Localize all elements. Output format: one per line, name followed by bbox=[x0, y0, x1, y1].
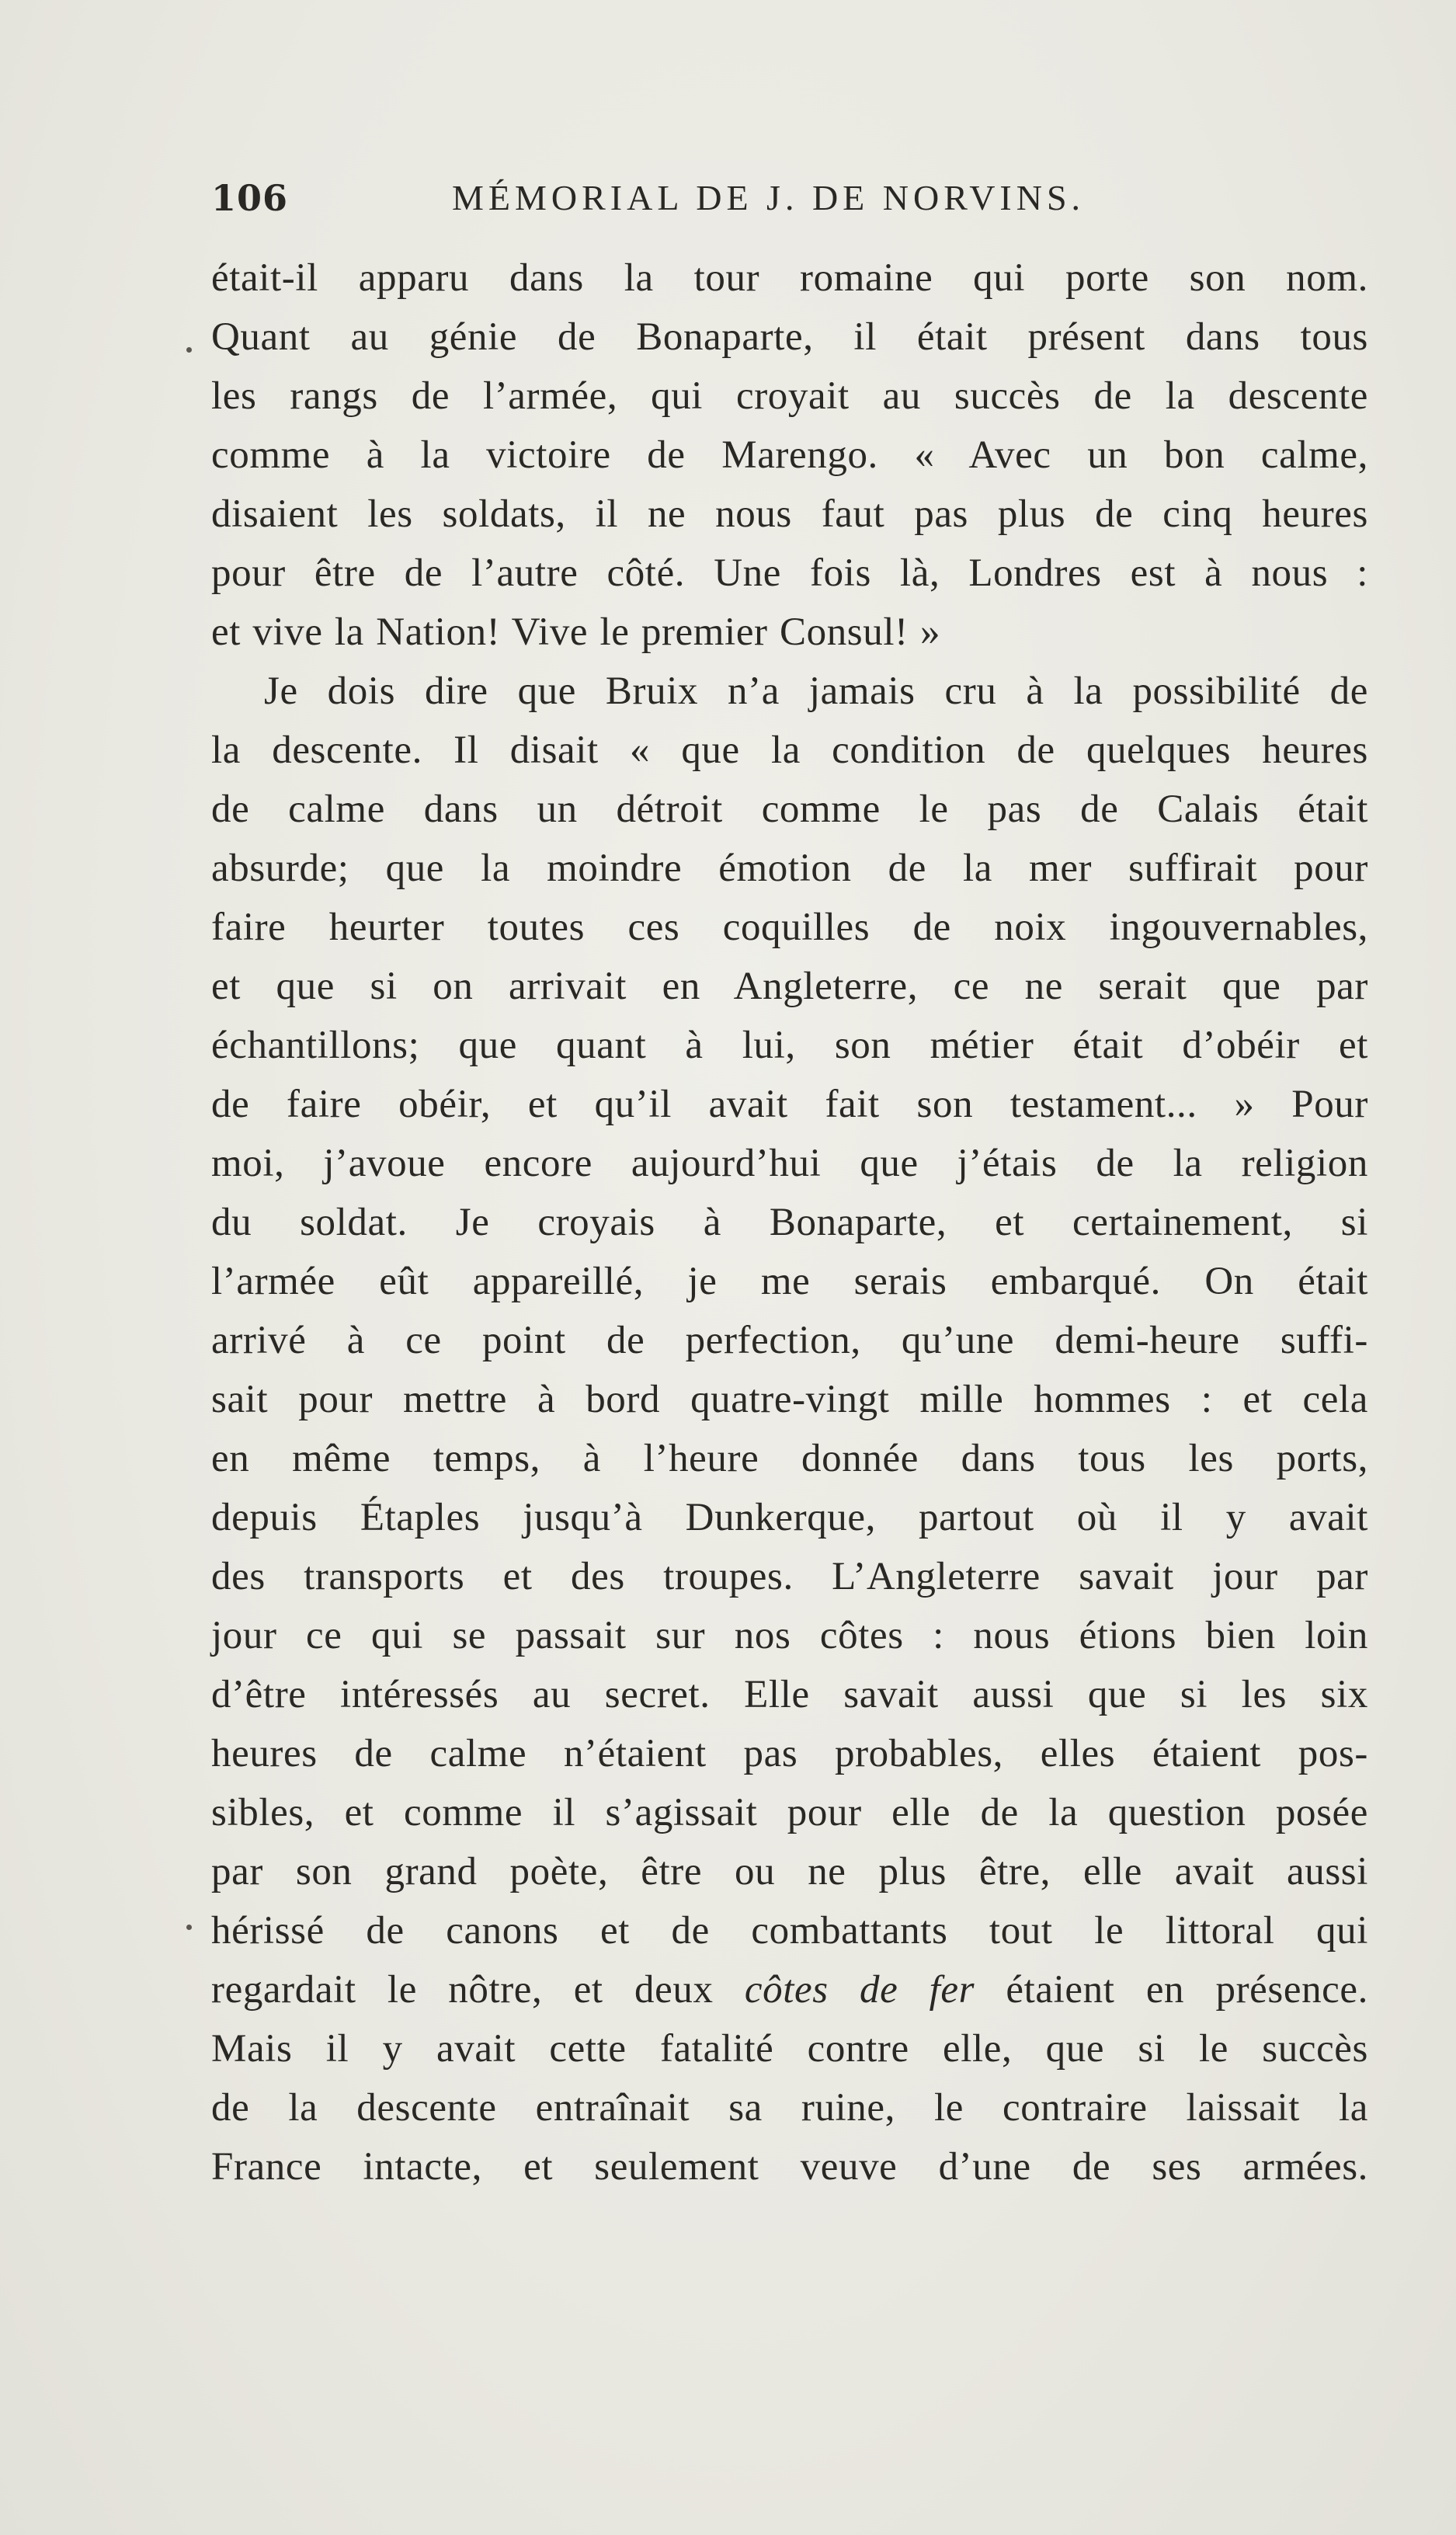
body-text bbox=[211, 249, 1368, 2196]
text-line: Mais il y avait cette fatalité contre elle, que si le succès bbox=[211, 2027, 1368, 2071]
text-line: absurde; que la moindre émotion de la mer suffirait pour bbox=[211, 847, 1368, 890]
text-line: d’être intéressés au secret. Elle savait aussi que si les six bbox=[211, 1673, 1368, 1716]
text-line: sibles, et comme il s’agissait pour elle de la question posée bbox=[211, 1791, 1368, 1834]
text-line: heures de calme n’étaient pas probables, elles étaient pos- bbox=[211, 1732, 1368, 1775]
text-line: de faire obéir, et qu’il avait fait son testament... » Pour bbox=[211, 1083, 1368, 1126]
text-line: l’armée eût appareillé, je me serais embarqué. On était bbox=[211, 1260, 1368, 1303]
text-line: comme à la victoire de Marengo. « Avec un bon calme, bbox=[211, 433, 1368, 477]
italic-phrase: côtes de fer bbox=[744, 1968, 975, 2012]
text-line: et vive la Nation! Vive le premier Consul! » bbox=[211, 610, 941, 654]
running-title: MÉMORIAL DE J. DE NORVINS. bbox=[452, 178, 1086, 217]
text-segment: regardait le nôtre, et deux bbox=[211, 1968, 745, 2012]
text-line: la descente. Il disait « que la condition de quelques heures bbox=[211, 729, 1368, 772]
text-line: France intacte, et seulement veuve d’une de ses armées. bbox=[211, 2145, 1368, 2189]
text-line: et que si on arrivait en Angleterre, ce ne serait que par bbox=[211, 965, 1368, 1008]
page-header bbox=[211, 177, 1128, 231]
text-line: jour ce qui se passait sur nos côtes : nous étions bien loin bbox=[211, 1614, 1368, 1657]
text-line: sait pour mettre à bord quatre-vingt mille hommes : et cela bbox=[211, 1378, 1368, 1421]
text-line: en même temps, à l’heure donnée dans tous les ports, bbox=[211, 1437, 1368, 1480]
text-line: arrivé à ce point de perfection, qu’une demi-heure suffi- bbox=[211, 1319, 1368, 1362]
text-line: hérissé de canons et de combattants tout le littoral qui bbox=[211, 1909, 1368, 1953]
text-line: pour être de l’autre côté. Une fois là, Londres est à nous : bbox=[211, 551, 1368, 595]
text-line: disaient les soldats, il ne nous faut pas plus de cinq heures bbox=[211, 492, 1368, 536]
text-line: depuis Étaples jusqu’à Dunkerque, partout où il y avait bbox=[211, 1496, 1368, 1539]
page-number: 106 bbox=[211, 177, 289, 219]
text-line: de calme dans un détroit comme le pas de Calais était bbox=[211, 788, 1368, 831]
text-line: était-il apparu dans la tour romaine qui porte son nom. bbox=[211, 256, 1368, 300]
text-line: échantillons; que quant à lui, son métier était d’obéir et bbox=[211, 1024, 1368, 1067]
text-line: par son grand poète, être ou ne plus être, elle avait aussi bbox=[211, 1850, 1368, 1893]
text-line: Quant au génie de Bonaparte, il était présent dans tous bbox=[211, 315, 1368, 359]
text-line: faire heurter toutes ces coquilles de noix ingouvernables, bbox=[211, 906, 1368, 949]
text-segment: étaient en présence. bbox=[975, 1968, 1368, 2012]
text-line: Je dois dire que Bruix n’a jamais cru à la possibilité de bbox=[264, 669, 1368, 713]
text-line: des transports et des troupes. L’Angleterre savait jour par bbox=[211, 1555, 1368, 1598]
text-line-italic bbox=[211, 1960, 1368, 2019]
margin-dot bbox=[186, 347, 192, 353]
text-line: du soldat. Je croyais à Bonaparte, et certainement, si bbox=[211, 1201, 1368, 1244]
text-line: moi, j’avoue encore aujourd’hui que j’étais de la religion bbox=[211, 1142, 1368, 1185]
margin-dot bbox=[186, 1925, 192, 1930]
text-line: de la descente entraînait sa ruine, le contraire laissait la bbox=[211, 2086, 1368, 2130]
text-line: les rangs de l’armée, qui croyait au succès de la descente bbox=[211, 374, 1368, 418]
